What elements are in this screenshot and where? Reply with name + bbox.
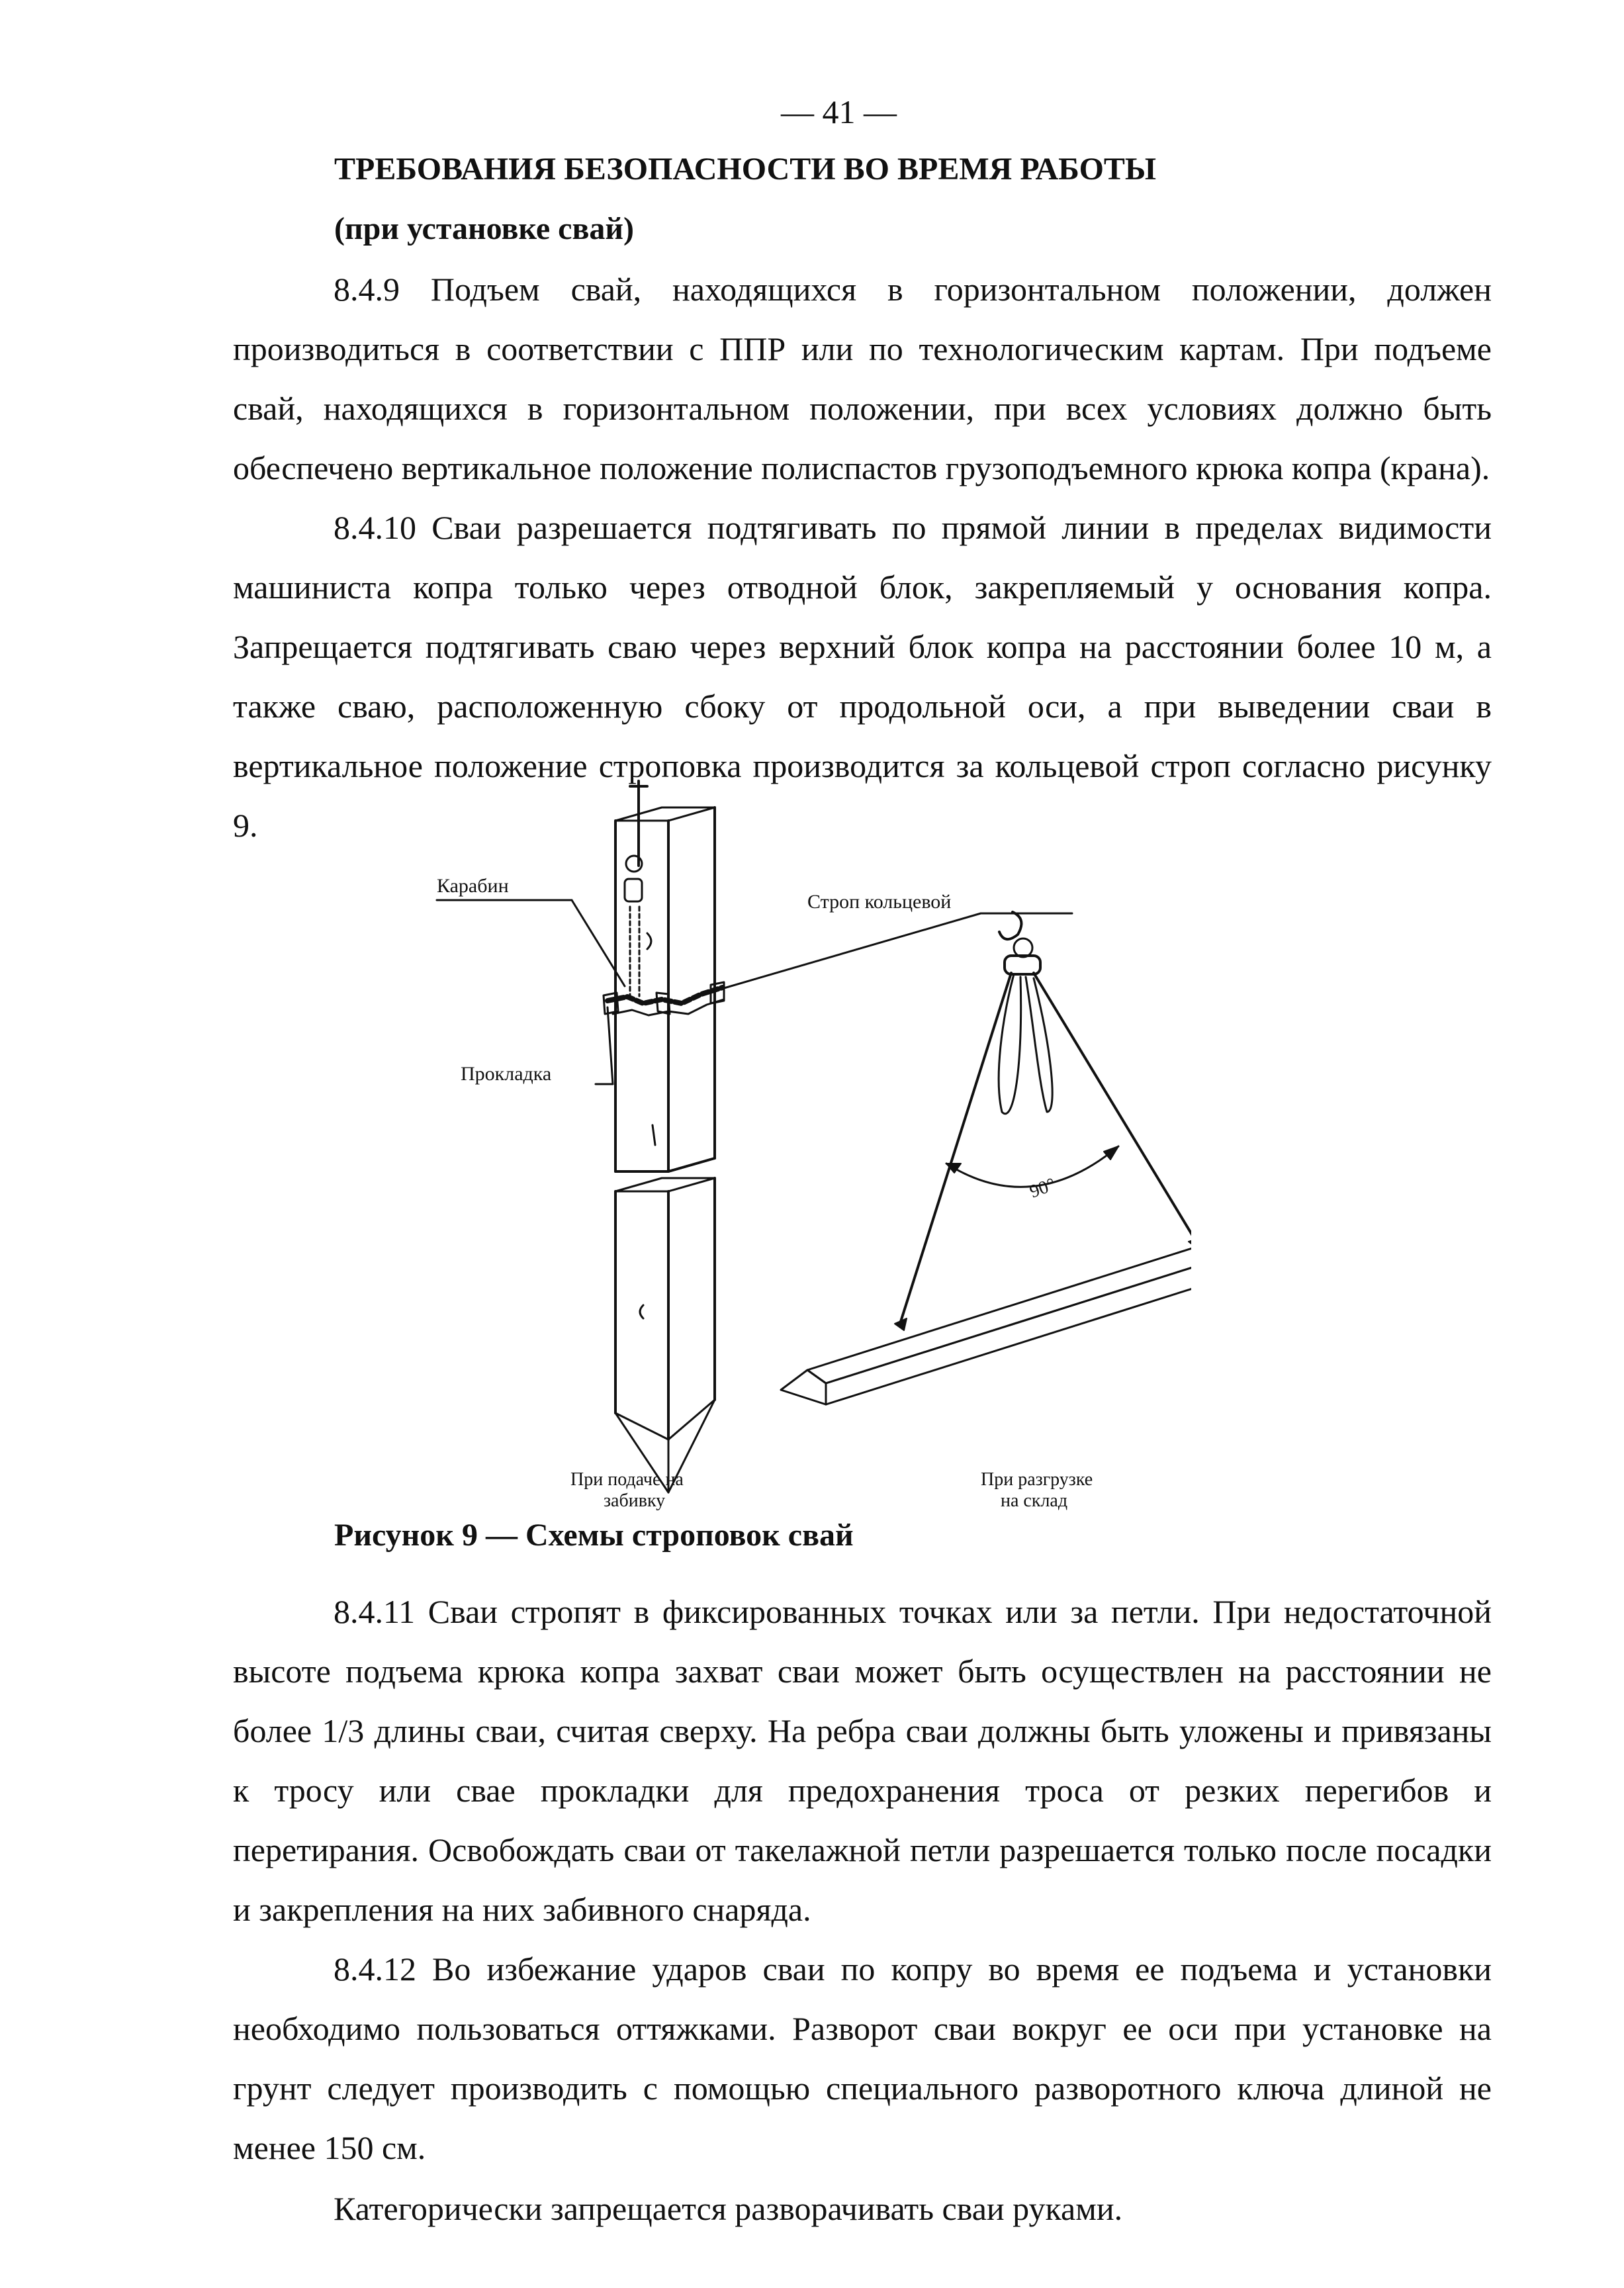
page-number: — 41 — — [781, 93, 897, 130]
paragraph-text: 8.4.9 Подъем свай, находящихся в горизонтальном положении, должен производиться в соответствии с ППР или по технологическим картам. При подъеме свай, находящихся в горизонтальном положении, при всех условиях должно быть обеспечено вертикальное положение полиспастов грузоподъемного крюка копра (крана). — [233, 271, 1492, 486]
label-right-line1: При разгрузке — [981, 1469, 1093, 1490]
label-karabin: Карабин — [437, 875, 509, 897]
label-prokladka: Прокладка — [461, 1063, 552, 1085]
paragraph-text: 8.4.12 Во избежание ударов сваи по копру во время ее подъема и установки необходимо пользоваться оттяжками. Разворот сваи вокруг ее оси при установке на грунт следует производить с помощью специального разворотного ключа длиной не менее 150 см. — [233, 1950, 1492, 2166]
right-pile-scheme — [781, 912, 1191, 1404]
paragraph-final — [233, 2179, 1492, 2238]
label-left-line2: забивку — [604, 1490, 666, 1511]
label-strop: Строп кольцевой — [807, 891, 952, 913]
sling-leg-right — [1034, 973, 1191, 1244]
paragraph-text: 8.4.11 Сваи стропят в фиксированных точках или за петли. При недостаточной высоте подъема крюка копра захват сваи может быть осуществлен на расстоянии не более 1/3 длины сваи, считая сверху. На ребра сваи должны быть уложены и привязаны к тросу или свае прокладки для предохранения троса от резких перегибов и перетирания. Освобождать сваи от такелажной петли разрешается только после посадки и закрепления на них забивного снаряда. — [233, 1593, 1492, 1928]
ring-strap — [604, 982, 724, 1015]
left-pile-scheme — [604, 781, 724, 1492]
crane-hook — [999, 912, 1040, 974]
figure-caption: Рисунок 9 — Схемы строповок свай — [334, 1518, 854, 1553]
strop-leader-line — [708, 913, 981, 993]
horizontal-pile-body — [781, 1224, 1191, 1404]
paragraph-8-4-11 — [233, 1582, 1492, 1939]
section-subheading: (при установке свай) — [334, 211, 634, 246]
lower-pile-body — [615, 1178, 715, 1492]
paragraph-text: Категорически запрещается разворачивать сваи руками. — [334, 2190, 1123, 2227]
section-heading: ТРЕБОВАНИЯ БЕЗОПАСНОСТИ ВО ВРЕМЯ РАБОТЫ — [334, 152, 1157, 187]
paragraph-text: 8.4.10 Сваи разрешается подтягивать по прямой линии в пределах видимости машиниста копра только через отводной блок, закрепляемый у основания копра. Запрещается подтягивать сваю через верхний блок копра на расстоянии более 10 м, а также сваю, расположенную сбоку от продольной оси, а при выведении сваи в вертикальное положение строповка производится за кольцевой строп согласно рисунку 9. — [233, 509, 1492, 844]
figure-9-slinging-schemes — [397, 768, 1191, 1516]
paragraph-8-4-9 — [233, 259, 1492, 498]
label-right-line2: на склад — [1001, 1490, 1068, 1511]
paragraph-8-4-12 — [233, 1939, 1492, 2177]
sling-leg-left — [900, 973, 1011, 1324]
carabiner — [625, 856, 651, 999]
label-angle: 90° — [1026, 1174, 1059, 1203]
prokladka-leader-line — [608, 1007, 613, 1084]
label-left-line1: При подаче на — [570, 1469, 684, 1490]
